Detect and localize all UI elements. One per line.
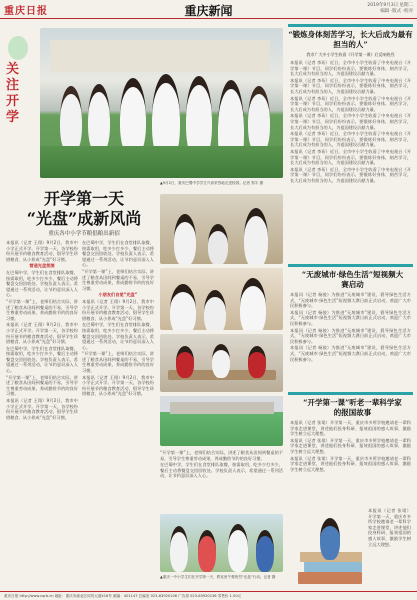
article-paragraph: 本报讯（记者 张珺）开学第一天，重庆市多所学校邀请老一辈科学家走进课堂，讲述他们投身科研、报效祖国的感人故事，激励学生树立远大理想。 — [368, 508, 411, 547]
article-paragraph: “开学第一课”上，老师们结合实际，讲述了粮食从田间到餐桌的不易，引导学生尊重劳动成果，养成勤俭节约的良好习惯。 — [82, 268, 154, 291]
divider-bar — [288, 392, 413, 395]
article-paragraph: 本报讯（记者 李珩）近日，全市中小学生收看了中央电视台《开学第一课》节目，同学们纷纷表示，要锻炼好身体，刻苦学习，长大后成为有担当的人，为祖国建设贡献力量。 — [290, 148, 411, 166]
leaf-icon — [8, 36, 28, 60]
photo-ceremony — [160, 514, 283, 572]
article-paragraph: 本报讯（记者 李珩）近日，全市中小学生收看了中央电视台《开学第一课》节目，同学们纷纷表示，要锻炼好身体，刻苦学习，长大后成为有担当的人，为祖国建设贡献力量。 — [290, 131, 411, 148]
right-article-3 — [290, 420, 411, 506]
article-column-2 — [82, 240, 154, 588]
section-subhead: 小朋友们自觉“光盘” — [98, 292, 138, 298]
page-footer: 重庆日报 http://www.cqrb.cn 地址：重庆市渝北区同茂大道416号 邮编：401147 总编室 023-63920106 广告部 023-63920136 零售价 1.50元 — [0, 591, 417, 600]
illustration-books — [296, 508, 366, 588]
article-paragraph: 本报讯（记者 王翔）9月2日，我市中小学正式开学。开学第一天，各学校纷纷开展节约粮食教育活动，倡导学生珍惜粮食、从小养成“光盘”好习惯。 — [82, 298, 154, 321]
main-photo-students — [40, 28, 283, 178]
lawn — [40, 146, 283, 178]
issue-info — [367, 3, 413, 14]
article-paragraph: 本报讯（记者 张珺）开学第一天，重庆市多所学校邀请老一辈科学家走进课堂，讲述他们投身科研、报效祖国的感人故事，激励学生树立远大理想。 — [290, 437, 411, 454]
focus-badge-text: 关注开学 — [6, 62, 20, 125]
main-photo-caption: ▲9月2日，重庆巴蜀中学学生兴高采烈地走进校园。记者 郑宇 摄 — [160, 181, 264, 185]
article-paragraph: “开学第一课”上，老师们结合实际，讲述了粮食从田间到餐桌的不易，引导学生尊重劳动成果，养成勤俭节约的良好习惯。 — [82, 351, 154, 374]
article-paragraph: 本报讯（记者 王翔）9月2日，我市中小学正式开学。开学第一天，各学校纷纷开展节约粮食教育活动，倡导学生珍惜粮食、从小养成“光盘”好习惯。 — [6, 322, 78, 345]
article-paragraph: 在巴蜀中学，学生们在食堂排队取餐，按需取用，吃多少打多少，餐后主动将餐盘交回回收处。学校负责人表示，希望通过一系列活动，让节约意识深入人心。 — [82, 240, 154, 268]
article-paragraph: 在巴蜀中学，学生们在食堂排队取餐，按需取用，吃多少打多少，餐后主动将餐盘交回回收处。学校负责人表示，希望通过一系列活动，让节约意识深入人心。 — [6, 269, 78, 298]
article-paragraph: 本报讯（记者 李珩）近日，全市中小学生收看了中央电视台《开学第一课》节目，同学们纷纷表示，要锻炼好身体，刻苦学习，长大后成为有担当的人，为祖国建设贡献力量。 — [290, 113, 411, 130]
photo-playground — [160, 396, 283, 446]
article-column-3 — [160, 450, 283, 512]
article-paragraph: 在巴蜀中学，学生们在食堂排队取餐，按需取用，吃多少打多少，餐后主动将餐盘交回回收处。学校负责人表示，希望通过一系列活动，让节约意识深入人心。 — [6, 345, 78, 374]
right-article-1 — [290, 60, 411, 260]
right-article-2 — [290, 292, 411, 388]
article-paragraph: “开学第一课”上，老师们结合实际，讲述了粮食从田间到餐桌的不易，引导学生尊重劳动成果，养成勤俭节约的良好习惯。 — [6, 374, 78, 397]
article-paragraph: 本报讯（记者 李珩）近日，全市中小学生收看了中央电视台《开学第一课》节目，同学们纷纷表示，要锻炼好身体，刻苦学习，长大后成为有担当的人，为祖国建设贡献力量。 — [290, 60, 411, 77]
article-paragraph: 本报讯（记者 张珺）开学第一天，重庆市多所学校邀请老一辈科学家走进课堂，讲述他们投身科研、报效祖国的感人故事，激励学生树立远大理想。 — [290, 455, 411, 472]
right-headline-3: “开学第一课”听老一辈科学家的报国故事 — [303, 398, 402, 417]
article-paragraph: 本报讯（记者 李珩）近日，全市中小学生收看了中央电视台《开学第一课》节目，同学们纷纷表示，要锻炼好身体，刻苦学习，长大后成为有担当的人，为祖国建设贡献力量。 — [290, 95, 411, 112]
article-column-1 — [6, 240, 78, 588]
article-paragraph: 本报讯（记者 杨骏）为推进“无废城市”建设，倡导绿色生活方式，“无废城市·绿色生活”短视频大赛日前正式启动，欢迎广大市民积极参与。 — [290, 309, 411, 326]
school-building — [50, 40, 270, 72]
right-subhead-1: 我市广大中小学生收看《开学第一课》后反响热烈 — [306, 52, 395, 57]
focus-badge — [4, 36, 32, 146]
photo-lunch — [160, 268, 283, 330]
article-paragraph: 本报讯（记者 杨骏）为推进“无废城市”建设，倡导绿色生活方式，“无废城市·绿色生活”短视频大赛日前正式启动，欢迎广大市民积极参与。 — [290, 345, 411, 362]
photo-classroom — [160, 194, 283, 264]
article-paragraph: 本报讯（记者 杨骏）为推进“无废城市”建设，倡导绿色生活方式，“无废城市·绿色生活”短视频大赛日前正式启动，欢迎广大市民积极参与。 — [290, 292, 411, 309]
article-paragraph: 在巴蜀中学，学生们在食堂排队取餐，按需取用，吃多少打多少，餐后主动将餐盘交回回收处。学校负责人表示，希望通过一系列活动，让节约意识深入人心。 — [160, 462, 283, 479]
article-paragraph: 本报讯（记者 王翔）9月2日，我市中小学正式开学。开学第一天，各学校纷纷开展节约粮食教育活动，倡导学生珍惜粮食、从小养成“光盘”好习惯。 — [6, 398, 78, 420]
bottom-photo-caption: ▲重庆一中小学生们在开学第一天，教室里午餐热烈“光盘”行动。记者 摄 — [160, 575, 276, 579]
divider-bar — [288, 24, 413, 27]
article-paragraph: 本报讯（记者 李珩）近日，全市中小学生收看了中央电视台《开学第一课》节目，同学们纷纷表示，要锻炼好身体，刻苦学习，长大后成为有担当的人，为祖国建设贡献力量。 — [290, 166, 411, 183]
headline-line1: 开学第一天 — [43, 189, 124, 208]
article-paragraph: “开学第一课”上，老师们结合实际，讲述了粮食从田间到餐桌的不易，引导学生尊重劳动成果，养成勤俭节约的良好习惯。 — [160, 450, 283, 461]
issue-date: 2019年9月3日 星期二 — [367, 3, 413, 8]
article-paragraph: 本报讯（记者 王翔）9月2日，我市中小学正式开学。开学第一天，各学校纷纷开展节约粮食教育活动，倡导学生珍惜粮食、从小养成“光盘”好习惯。 — [82, 374, 154, 397]
newspaper-logo: 重庆日报 — [4, 6, 48, 17]
issue-editors: 编辑 ·版式 ·校对 — [380, 8, 413, 14]
divider-bar — [288, 264, 413, 267]
headline-line2: “光盘”成新风尚 — [26, 209, 142, 228]
article-paragraph: 本报讯（记者 杨骏）为推进“无废城市”建设，倡导绿色生活方式，“无废城市·绿色生活”短视频大赛日前正式启动，欢迎广大市民积极参与。 — [290, 327, 411, 344]
article-paragraph: 在巴蜀中学，学生们在食堂排队取餐，按需取用，吃多少打多少，餐后主动将餐盘交回回收处。学校负责人表示，希望通过一系列活动，让节约意识深入人心。 — [82, 322, 154, 350]
section-title: 重庆新闻 — [184, 4, 233, 18]
article-paragraph: 本报讯（记者 王翔）9月2日，我市中小学正式开学。开学第一天，各学校纷纷开展节约粮食教育活动，倡导学生珍惜粮食、从小养成“光盘”好习惯。 — [6, 240, 78, 262]
section-subhead: 营造光盘氛围 — [29, 263, 55, 269]
right-headline-2: “无废城市·绿色生活”短视频大赛启动 — [301, 270, 404, 289]
article-paragraph: 本报讯（记者 李珩）近日，全市中小学生收看了中央电视台《开学第一课》节目，同学们纷纷表示，要锻炼好身体，刻苦学习，长大后成为有担当的人，为祖国建设贡献力量。 — [290, 77, 411, 94]
right-article-3b — [368, 508, 411, 588]
right-headline-1: “锻炼身体刻苦学习，长大后成为最有担当的人” — [288, 30, 413, 49]
article-paragraph: “开学第一课”上，老师们结合实际，讲述了粮食从田间到餐桌的不易，引导学生尊重劳动成果，养成勤俭节约的良好习惯。 — [6, 298, 78, 321]
article-paragraph: 本报讯（记者 张珺）开学第一天，重庆市多所学校邀请老一辈科学家走进课堂，讲述他们投身科研、报效祖国的感人故事，激励学生树立远大理想。 — [290, 420, 411, 437]
subheadline: 重庆各中小学节粮倡粮出新招 — [48, 231, 120, 237]
masthead — [0, 0, 417, 19]
photo-canteen — [160, 334, 283, 392]
